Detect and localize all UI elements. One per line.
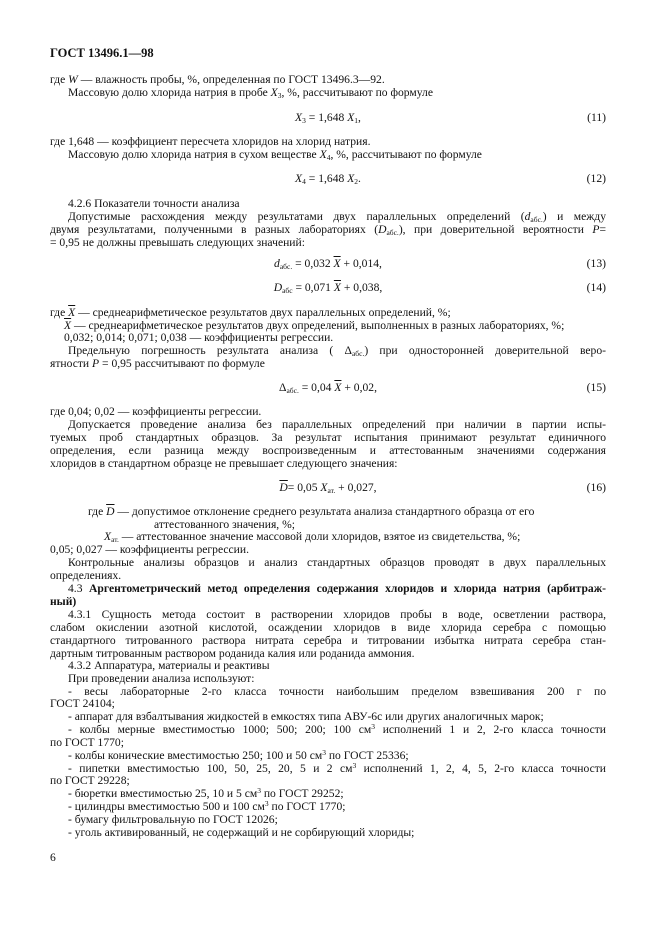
paragraph: где $\overline{D}$ — допустимое отклонение среднего результата анализа стандартного образца от его xyxy=(88,505,535,518)
section-heading: ный) xyxy=(50,595,77,608)
formula-number: (13) xyxy=(586,257,606,270)
paragraph: где $\overline{X}$ — среднеарифметическое результатов двух параллельных определений, %; xyxy=(50,306,451,319)
list-item: - бумагу фильтровальную по ГОСТ 12026; xyxy=(68,813,278,826)
paragraph-line: хлоридов в стандартном образце не превышает следующего значения: xyxy=(50,457,398,470)
paragraph: 0,05; 0,027 — коэффициенты регрессии. xyxy=(50,543,249,556)
paragraph-line: туемых проб стандартных образцов. За результат испытания принимают результат единичного xyxy=(50,431,606,444)
paragraph-line: определения, если разница между воспроизведенным и аттестованным значениями содержания xyxy=(50,444,606,457)
paragraph-line: стандартного титрованного раствора нитрата серебра и титровании избытка нитрата серебра стан- xyxy=(50,634,606,647)
section-heading: 4.3 Аргентометрический метод определения содержания хлоридов и хлорида натрия (арбитраж- xyxy=(68,582,606,595)
paragraph: 0,032; 0,014; 0,071; 0,038 — коэффициенты регрессии. xyxy=(64,331,334,344)
formula-14: $D_{абс} = 0,071$ $\overline{X} + 0,038$, (14) xyxy=(273,281,606,295)
formula-number: (14) xyxy=(586,281,606,294)
formula-number: (11) xyxy=(587,111,606,124)
paragraph: где W — влажность пробы, %, определенная по ГОСТ 13496.3—92. xyxy=(50,73,385,86)
paragraph-line: Допускается проведение анализа без параллельных определений при наличии в партии испы- xyxy=(68,418,606,431)
paragraph: Массовую долю хлорида натрия в сухом веществе $X_4$, %, рассчитывают по формуле xyxy=(68,148,482,162)
list-item: - весы лабораторные 2-го класса точности наибольшим пределом взвешивания 200 г по xyxy=(68,685,606,698)
paragraph: При проведении анализа используют: xyxy=(68,672,255,685)
paragraph-line: Предельную погрешность результата анализа ( $\Delta_{абс.}$) при односторонней доверительной веро- xyxy=(68,344,606,357)
list-item: по ГОСТ 29228; xyxy=(50,774,130,787)
formula-12: $X_4 = 1,648$ $X_2$. (12) xyxy=(295,172,606,186)
section-heading: 4.3.2 Аппаратура, материалы и реактивы xyxy=(68,659,270,672)
paragraph-line: слабом окислении азотной кислотой, осаждении хлоридов в виде хлорида серебра с помощью xyxy=(50,621,606,634)
paragraph: где 1,648 — коэффициент пересчета хлоридов на хлорид натрия. xyxy=(50,135,371,148)
paragraph: $X_{ат.}$ — аттестованное значение массовой доли хлоридов, взятое из свидетельства, %; xyxy=(104,530,521,544)
paragraph-line: определениях. xyxy=(50,569,122,582)
formula-number: (16) xyxy=(586,481,606,494)
paragraph: где 0,04; 0,02 — коэффициенты регрессии. xyxy=(50,405,262,418)
paragraph-line: 4.3.1 Сущность метода состоит в растворении хлоридов пробы в воде, осветлении раствора, xyxy=(68,608,606,621)
list-item: по ГОСТ 1770; xyxy=(50,736,124,749)
paragraph: $\overline{X}$ — среднеарифметическое результатов двух определений, выполненных в разных лабораториях, %; xyxy=(64,319,565,332)
paragraph: аттестованного значения, %; xyxy=(154,518,295,531)
list-item: - колбы конические вместимостью 250; 100 и 50 $см^3$ по ГОСТ 25336; xyxy=(68,748,409,762)
paragraph-line: = 0,95 не должны превышать следующих значений: xyxy=(50,236,305,249)
list-item: - аппарат для взбалтывания жидкостей в емкостях типа АВУ-6с или других аналогичных марок; xyxy=(68,710,544,723)
paragraph-line: двумя результатами, полученными в разных лабораториях $(D_{абс.})$, при доверительной вероятности P= xyxy=(50,223,606,236)
list-item: - цилиндры вместимостью 500 и 100 $см^3$ по ГОСТ 1770; xyxy=(68,799,346,813)
paragraph-line: ятности P = 0,95 рассчитывают по формуле xyxy=(50,357,265,370)
formula-16: $\overline{D}= 0,05$ $X_{ат.} + 0,027$, (16) xyxy=(279,481,606,495)
page-number: 6 xyxy=(50,851,56,864)
paragraph: Массовую долю хлорида натрия в пробе $X_3$, %, рассчитывают по формуле xyxy=(68,86,433,100)
list-item: - колбы мерные вместимостью 1000; 500; 200; 100 $см^3$ исполнений 1 и 2, 2-го класса точности xyxy=(68,723,606,736)
paragraph-line: Допустимые расхождения между результатами двух параллельных определений $(d_{абс.})$ и между xyxy=(68,210,606,223)
formula-11: $X_3 = 1,648$ $X_1$, (11) xyxy=(295,111,606,125)
list-item: - уголь активированный, не содержащий и не сорбирующий хлориды; xyxy=(68,826,415,839)
list-item: - пипетки вместимостью 100, 50, 25, 20, 5 и 2 $см^3$ исполнений 1, 2, 4, 5, 2-го класса точности xyxy=(68,762,606,775)
document-header: ГОСТ 13496.1—98 xyxy=(50,46,154,60)
section-heading: 4.2.6 Показатели точности анализа xyxy=(68,197,240,210)
list-item: ГОСТ 24104; xyxy=(50,697,115,710)
formula-number: (15) xyxy=(586,381,606,394)
paragraph-line: дартным титрованным раствором роданида калия или роданида аммония. xyxy=(50,647,415,660)
formula-13: $d_{абс.} = 0,032$ $\overline{X} + 0,014$, (13) xyxy=(274,257,606,271)
paragraph-line: Контрольные анализы образцов и анализ стандартных образцов проводят в двух параллельных xyxy=(68,556,606,569)
formula-number: (12) xyxy=(586,172,606,185)
formula-15: $\Delta_{абс.} = 0,04$ $\overline{X} + 0,02$, (15) xyxy=(279,381,606,395)
list-item: - бюретки вместимостью 25, 10 и 5 $см^3$ по ГОСТ 29252; xyxy=(68,786,344,800)
